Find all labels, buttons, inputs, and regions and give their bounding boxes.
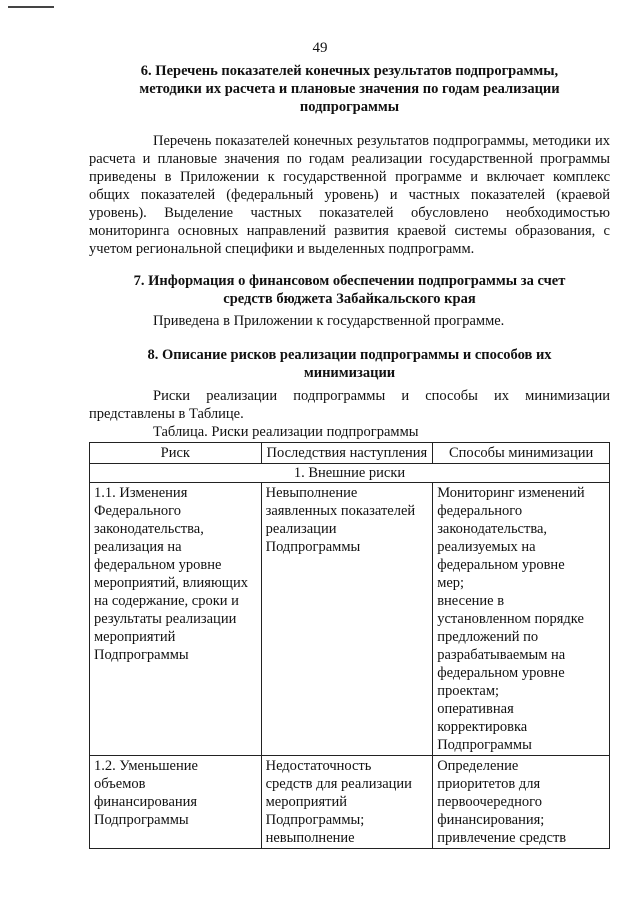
section-6-paragraph: Перечень показателей конечных результатов подпрограммы, методики их расчета и плановые значения по годам реализации государственной программы приведены в Приложении к государственной программе и включает комплекс общих показателей (федеральный уровень) и частных показателей (краевой уровень). Выделение частных показателей обусловлено необходимостью мониторинга основных направлений развития краевой системы образования, с учетом региональной специфики и выделенных подпрограмм. [89, 133, 610, 257]
cell-line: Недостаточность [265, 758, 372, 774]
table-group-row [90, 464, 610, 483]
cell-line: законодательства, [437, 521, 548, 537]
column-header-risk: Риск [90, 443, 262, 464]
cell-line: федерального [437, 503, 523, 519]
heading-line: 6. Перечень показателей конечных результатов подпрограммы, [140, 63, 559, 79]
mitigation-cell [433, 756, 610, 849]
heading-line: 8. Описание рисков реализации подпрограммы и способов их [147, 347, 552, 363]
risk-table [89, 442, 610, 849]
table-row [90, 483, 610, 756]
section-7-heading [89, 272, 610, 308]
cell-line: Подпрограммы [94, 647, 189, 663]
cell-line: внесение в [437, 593, 505, 609]
cell-line: результаты реализации [94, 611, 237, 627]
cell-line: корректировка [437, 719, 528, 735]
cell-line: Определение [437, 758, 519, 774]
cell-line: проектам; [437, 683, 500, 699]
column-header-mitigation: Способы минимизации [433, 443, 610, 464]
table-header-row [90, 443, 610, 464]
cell-line: федеральном уровне [437, 665, 565, 681]
cell-line: 1.2. Уменьшение [94, 758, 198, 774]
cell-line: первоочередного [437, 794, 542, 810]
heading-line: подпрограммы [299, 99, 400, 115]
cell-line: Федерального [94, 503, 182, 519]
consequence-cell [261, 483, 433, 756]
cell-line: реализации [265, 521, 337, 537]
column-header-consequence: Последствия наступления [261, 443, 433, 464]
cell-line: привлечение средств [437, 830, 567, 846]
section-8-paragraph: Риски реализации подпрограммы и способы их минимизации представлены в Таблице. [89, 388, 610, 422]
cell-line: федеральном уровне [94, 557, 222, 573]
cell-line: Подпрограммы [94, 812, 189, 828]
page-number: 49 [312, 40, 328, 56]
cell-line: мероприятий [94, 629, 176, 645]
cell-line: реализуемых на [437, 539, 536, 555]
table-row [90, 756, 610, 849]
cell-line: мероприятий [265, 794, 348, 810]
cell-line: невыполнение [265, 830, 355, 846]
cell-line: Подпрограммы [265, 539, 361, 555]
cell-line: объемов [94, 776, 146, 792]
cell-line: федеральном уровне [437, 557, 565, 573]
heading-line: методики их расчета и плановые значения по годам реализации [139, 81, 560, 97]
cell-line: предложений по [437, 629, 539, 645]
cell-line: оперативная [437, 701, 514, 717]
document-body [89, 62, 610, 849]
scan-corner-mark [8, 0, 54, 8]
section-7-paragraph: Приведена в Приложении к государственной программе. [153, 313, 505, 329]
cell-line: Невыполнение [265, 485, 358, 501]
group-label: 1. Внешние риски [90, 464, 610, 483]
cell-line: приоритетов для [437, 776, 541, 792]
cell-line: мер; [437, 575, 465, 591]
cell-line: реализация на [94, 539, 182, 555]
cell-line: финансирования [94, 794, 198, 810]
cell-line: на содержание, сроки и [94, 593, 239, 609]
cell-line: установленном порядке [437, 611, 584, 627]
cell-line: Подпрограммы; [265, 812, 365, 828]
cell-line: законодательства, [94, 521, 204, 537]
consequence-cell [261, 756, 433, 849]
cell-line: мероприятий, влияющих [94, 575, 248, 591]
cell-line: 1.1. Изменения [94, 485, 188, 501]
cell-line: Подпрограммы [437, 737, 532, 753]
risk-cell [90, 756, 262, 849]
cell-line: средств для реализации [265, 776, 412, 792]
section-8-heading [89, 346, 610, 382]
cell-line: разрабатываемым на [437, 647, 566, 663]
section-6-heading [89, 62, 610, 116]
table-caption: Таблица. Риски реализации подпрограммы [153, 424, 419, 440]
heading-line: средств бюджета Забайкальского края [223, 291, 476, 307]
heading-line: 7. Информация о финансовом обеспечении подпрограммы за счет [133, 273, 566, 289]
cell-line: заявленных показателей [265, 503, 416, 519]
cell-line: Мониторинг изменений [437, 485, 585, 501]
heading-line: минимизации [303, 365, 396, 381]
risk-cell [90, 483, 262, 756]
mitigation-cell [433, 483, 610, 756]
cell-line: финансирования; [437, 812, 545, 828]
